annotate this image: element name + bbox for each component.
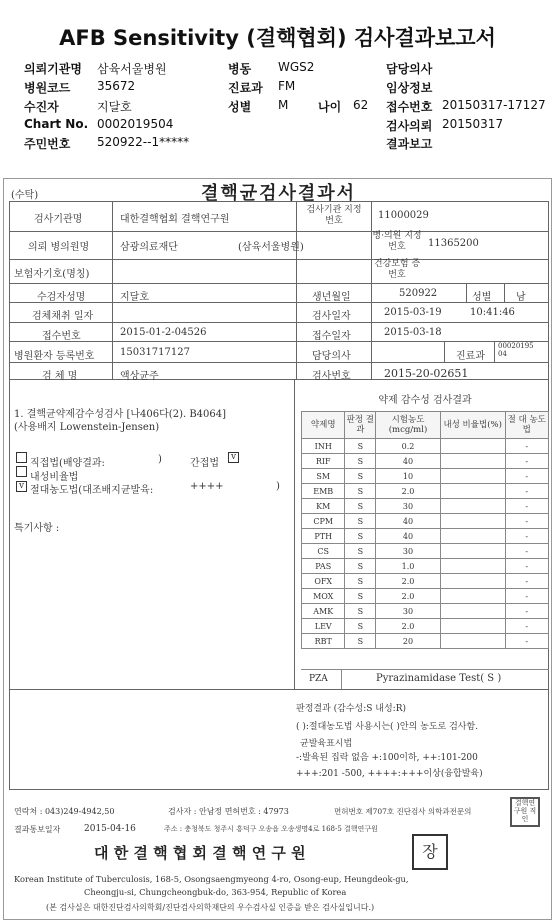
sex-label: 성별 (228, 100, 252, 114)
drug-absolute: - (505, 514, 549, 529)
doctor-label: 담당의사 (386, 62, 433, 76)
indirect-checkbox[interactable]: v (228, 452, 239, 463)
col-result: 판정 결과 (345, 412, 376, 439)
code-value: 35672 (97, 79, 136, 93)
drug-row (302, 544, 549, 559)
absolute-close: ) (276, 481, 280, 492)
drug-row (302, 484, 549, 499)
drug-absolute: - (505, 469, 549, 484)
drug-name: CPM (302, 514, 345, 529)
drug-name: AMK (302, 604, 345, 619)
drug-row (302, 619, 549, 634)
drug-ratio (440, 634, 505, 649)
method-line2: (사용배지 Lowenstein-Jensen) (14, 422, 160, 433)
drug-absolute: - (505, 559, 549, 574)
drug-concentration: 20 (376, 634, 441, 649)
insurance-label: 보험자기호(명칭) (14, 269, 90, 280)
ward-value: WGS2 (278, 60, 315, 74)
footer-license: 면허번호 제707호 진단검사 의학과전문의 (334, 807, 472, 816)
request-label: 검사의뢰 (386, 119, 433, 133)
drug-concentration: 30 (376, 499, 441, 514)
method-line1: 1. 결핵균약제감수성검사 [나406다(2). B4064] (14, 409, 227, 420)
drug-result: S (345, 514, 376, 529)
institution-value: 삼육서울병원 (97, 62, 167, 76)
direct-checkbox[interactable] (16, 452, 27, 463)
drug-absolute: - (505, 544, 549, 559)
legend-line5: +++:201 -500, ++++:+++이상(융합발육) (296, 769, 483, 779)
drug-absolute: - (505, 529, 549, 544)
drug-concentration: 2.0 (376, 619, 441, 634)
report-date-value: 2015-04-16 (84, 824, 136, 834)
insurance-id-label: 건강보험 증번호 (373, 259, 421, 280)
direct-label: 직접법(배양결과: (30, 458, 105, 469)
drug-row (302, 529, 549, 544)
drug-result: S (345, 619, 376, 634)
birth-value: 520922 (399, 288, 438, 299)
license-stamp: 결핵연구원 직인 (510, 797, 540, 827)
drug-row (302, 559, 549, 574)
drug-name: PAS (302, 559, 345, 574)
patient-label: 수진자 (24, 100, 59, 114)
drug-ratio (440, 499, 505, 514)
test-date-value: 2015-03-19 (384, 307, 442, 318)
org-seal: 장 (412, 834, 448, 870)
english-address-1: Korean Institute of Tuberculosis, 168-5, Osongsaengmyeong 4-ro, Osong-eup, Heungdeok-gu, (14, 874, 409, 884)
absolute-value: ++++ (190, 481, 224, 492)
receipt-date-label: 접수일자 (312, 331, 351, 342)
report-date-label: 결과통보일자 (14, 825, 61, 834)
patient-value: 지달호 (97, 100, 132, 114)
test-time-value: 10:41:46 (470, 307, 515, 318)
drug-row (302, 604, 549, 619)
drug-ratio (440, 469, 505, 484)
scanned-report (3, 178, 552, 920)
drug-absolute: - (505, 604, 549, 619)
reg-label: 병원환자 등록번호 (14, 351, 95, 362)
drug-concentration: 30 (376, 544, 441, 559)
drug-result: S (345, 589, 376, 604)
id-label: 주민번호 (24, 137, 71, 151)
req-id-value: 11365200 (428, 238, 479, 249)
drug-result: S (345, 544, 376, 559)
drug-ratio (440, 514, 505, 529)
indirect-label: 간접법 (190, 458, 219, 469)
direct-close: ) (158, 454, 162, 465)
drug-absolute: - (505, 574, 549, 589)
drug-absolute: - (505, 454, 549, 469)
drug-name: PTH (302, 529, 345, 544)
chart-label: Chart No. (24, 117, 89, 131)
req-hosp-label: 의뢰 병의원명 (28, 242, 90, 253)
drug-row (302, 499, 549, 514)
drug-absolute: - (505, 589, 549, 604)
drug-name: LEV (302, 619, 345, 634)
drug-result: S (345, 484, 376, 499)
drug-name: INH (302, 439, 345, 454)
susceptibility-title: 약제 감수성 검사결과 (378, 395, 472, 406)
age-value: 62 (353, 98, 369, 112)
absolute-label: 절대농도법(대조배지균발육: (30, 485, 154, 496)
drug-ratio (440, 589, 505, 604)
drug-concentration: 40 (376, 514, 441, 529)
drug-concentration: 2.0 (376, 574, 441, 589)
drug-ratio (440, 454, 505, 469)
drug-concentration: 30 (376, 604, 441, 619)
drug-result: S (345, 559, 376, 574)
english-address-2: Cheongju-si, Chungcheongbuk-do, 363-954, Republic of Korea (84, 887, 347, 897)
specimen-value: 액상균주 (120, 371, 159, 382)
code-label: 병원코드 (24, 81, 71, 95)
clinical-label: 임상정보 (386, 81, 433, 95)
report-sex-value: 남 (516, 292, 526, 303)
drug-concentration: 0.2 (376, 439, 441, 454)
age-label: 나이 (318, 100, 342, 114)
ward-label: 병동 (228, 62, 252, 76)
drug-ratio (440, 619, 505, 634)
drug-name: OFX (302, 574, 345, 589)
col-ratio: 내성 비율법(%) (440, 412, 505, 439)
id-value: 520922--1***** (97, 135, 190, 149)
report-header-title: AFB Sensitivity (결핵협회) 검사결과보고서 (59, 26, 496, 50)
drug-result: S (345, 469, 376, 484)
receipt-date-value: 2015-03-18 (384, 327, 442, 338)
specimen-label: 검 체 명 (42, 371, 78, 382)
req-hosp-sub: (삼육서울병원) (238, 242, 304, 253)
drug-ratio (440, 439, 505, 454)
drug-concentration: 40 (376, 529, 441, 544)
drug-name: CS (302, 544, 345, 559)
collect-label: 검체채취 일자 (32, 311, 94, 322)
drug-ratio (440, 544, 505, 559)
drug-result: S (345, 604, 376, 619)
accession-label: 접수번호 (386, 100, 433, 114)
patient-name-value: 지달호 (120, 292, 149, 303)
drug-name: RIF (302, 454, 345, 469)
footer-contact: 연락처 : 043)249-4942,50 (14, 807, 115, 816)
resist-label: 내성비율법 (30, 472, 79, 483)
birth-label: 생년월일 (312, 292, 351, 303)
drug-result: S (345, 439, 376, 454)
drug-result: S (345, 454, 376, 469)
legend-line4: -:발육된 집락 없음 +:100이하, ++:101-200 (296, 753, 478, 763)
drug-row (302, 469, 549, 484)
test-no-value: 2015-20-02651 (384, 367, 469, 380)
report-dept-label: 진료과 (456, 351, 485, 362)
drug-row (302, 439, 549, 454)
report-dept-value: 00020195 04 (498, 342, 534, 358)
col-drug: 약제명 (302, 412, 345, 439)
reg-value: 15031717127 (120, 347, 190, 358)
drug-ratio (440, 484, 505, 499)
lab-id-value: 11000029 (378, 210, 429, 221)
drug-ratio (440, 604, 505, 619)
dept-label: 진료과 (228, 81, 263, 95)
pza-label: PZA (309, 674, 328, 684)
drug-absolute: - (505, 499, 549, 514)
test-date-label: 검사일자 (312, 311, 351, 322)
drug-concentration: 1.0 (376, 559, 441, 574)
report-doctor-label: 담당의사 (312, 351, 351, 362)
report-sex-label: 성별 (472, 292, 492, 303)
lab-label: 검사기관명 (34, 214, 83, 225)
legend-line3: 균발육표시법 (300, 739, 353, 749)
req-id-label: 병·의원 지정번호 (372, 231, 422, 252)
drug-result: S (345, 499, 376, 514)
drug-row (302, 574, 549, 589)
receipt-no-label: 접수번호 (42, 331, 81, 342)
org-name: 대 한 결 핵 협 회 결 핵 연 구 원 (94, 844, 306, 862)
drug-ratio (440, 529, 505, 544)
lab-id-label: 검사기관 지정번호 (306, 205, 362, 226)
patient-name-label: 수검자성명 (37, 292, 86, 303)
request-value: 20150317 (442, 117, 504, 131)
drug-ratio (440, 559, 505, 574)
drug-absolute: - (505, 634, 549, 649)
drug-name: RBT (302, 634, 345, 649)
col-concentration: 시험농도 (mcg/ml) (376, 412, 441, 439)
result-label: 결과보고 (386, 137, 433, 151)
report-title: 결핵균검사결과서 (200, 183, 357, 204)
drug-absolute: - (505, 439, 549, 454)
absolute-checkbox[interactable]: v (16, 481, 27, 492)
chart-value: 0002019504 (97, 117, 174, 131)
drug-name: EMB (302, 484, 345, 499)
drug-result: S (345, 634, 376, 649)
test-no-label: 검사번호 (312, 371, 351, 382)
remarks-label: 특기사항 : (14, 523, 60, 534)
drug-name: SM (302, 469, 345, 484)
drug-row (302, 514, 549, 529)
drug-row (302, 454, 549, 469)
lab-value: 대한결핵협회 결핵연구원 (120, 214, 230, 225)
accession-value: 20150317-17127 (442, 98, 546, 112)
req-hosp-value: 삼광의료재단 (120, 242, 178, 253)
col-absolute: 절 대 농도법 (505, 412, 549, 439)
susceptibility-table (301, 411, 549, 649)
legend-line1: 판정결과 (감수성:S 내성:R) (296, 704, 406, 714)
sex-value: M (278, 98, 289, 112)
resist-checkbox[interactable] (16, 466, 27, 477)
drug-row (302, 634, 549, 649)
drug-concentration: 2.0 (376, 484, 441, 499)
drug-result: S (345, 529, 376, 544)
report-tag: (수탁) (11, 190, 39, 201)
drug-result: S (345, 574, 376, 589)
receipt-no-value: 2015-01-2-04526 (120, 327, 207, 338)
certification-note: (본 검사실은 대한진단검사의학회/진단검사의학재단의 우수검사실 인증을 받은 검사실입니다.) (46, 903, 375, 912)
drug-name: MOX (302, 589, 345, 604)
drug-absolute: - (505, 619, 549, 634)
dept-value: FM (278, 79, 296, 93)
drug-row (302, 589, 549, 604)
drug-concentration: 40 (376, 454, 441, 469)
drug-concentration: 10 (376, 469, 441, 484)
pza-value: Pyrazinamidase Test( S ) (376, 673, 502, 684)
legend-line2: ( ):절대농도법 사용시는( )안의 농도로 검사함. (296, 722, 479, 732)
drug-absolute: - (505, 484, 549, 499)
drug-ratio (440, 574, 505, 589)
footer-address: 주소 : 충청북도 청주시 흥덕구 오송읍 오송생명4로 168-5 결핵연구원 (164, 825, 378, 833)
footer-examiner: 검사자 : 안남정 면허번호 : 47973 (168, 807, 289, 816)
institution-label: 의뢰기관명 (24, 62, 82, 76)
drug-concentration: 2.0 (376, 589, 441, 604)
drug-name: KM (302, 499, 345, 514)
